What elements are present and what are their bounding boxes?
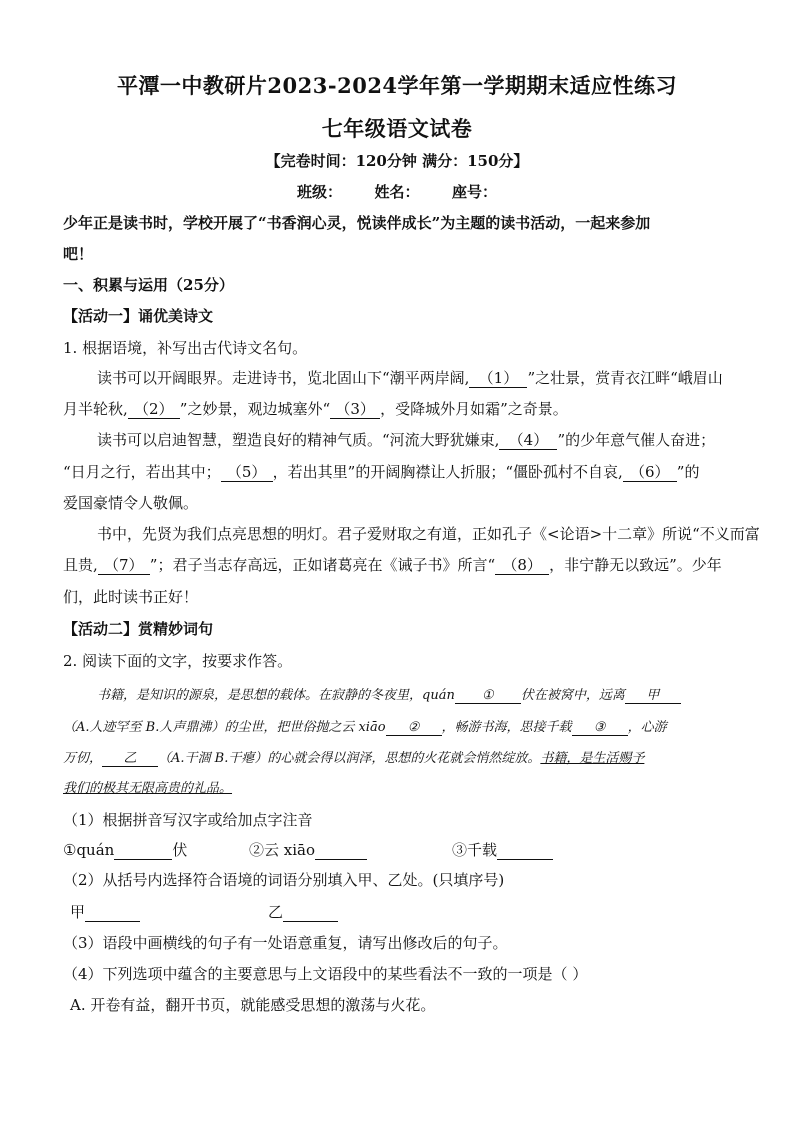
blank-4[interactable]: （4） bbox=[499, 433, 557, 450]
question-2: 2. 阅读下面的文字，按要求作答。 bbox=[63, 652, 293, 670]
passage-line-2: （A.人迹罕至 B.人声鼎沸）的尘世，把世俗抛之云 xiāo ② ，畅游书海，思接千载 ③ ，心游 bbox=[63, 720, 667, 735]
poem-para-2-line-1: 读书可以启迪智慧，塑造良好的精神气质。“河流大野犹嫌束, （4） ”的少年意气催人奋进； bbox=[97, 431, 716, 449]
fill-quan[interactable] bbox=[114, 843, 172, 860]
underlined-sentence-part-2: 我们的极其无限高贵的礼品。 bbox=[63, 781, 233, 796]
passage-blank-3[interactable]: ③ bbox=[572, 721, 628, 736]
passage-blank-1[interactable]: ① bbox=[455, 689, 521, 704]
fill-yi[interactable] bbox=[283, 905, 338, 922]
blank-2[interactable]: （2） bbox=[128, 402, 180, 419]
passage-blank-2[interactable]: ② bbox=[386, 721, 442, 736]
poem-para-1-line-2: 月半轮秋, （2） ”之妙景，观边城塞外“ （3） ，受降城外月如霜”之奇景。 bbox=[63, 400, 568, 418]
poem-para-2-line-2: “日月之行，若出其中； （5） ，若出其里”的开阔胸襟让人折服；“僵卧孤村不自哀, （6） ”的 bbox=[63, 463, 700, 481]
blank-6[interactable]: （6） bbox=[623, 465, 677, 482]
poem-para-1-line-1: 读书可以开阔眼界。走进诗书，览北固山下“潮平两岸阔, （1） ”之壮景，赏青衣江畔“峨眉山 bbox=[97, 369, 723, 387]
sub-question-2: （2）从括号内选择符合语境的词语分别填入甲、乙处。(只填序号) bbox=[63, 871, 505, 889]
poem-para-3-line-2: 且贵, （7） ”；君子当志存高远，正如诸葛亮在《诫子书》所言“ （8） ，非宁静无以致远”。少年 bbox=[63, 556, 722, 574]
fill-yi-row: 乙 bbox=[268, 901, 338, 922]
blank-1[interactable]: （1） bbox=[469, 371, 527, 388]
fill-xiao-row: ②云 xiāo bbox=[249, 839, 367, 860]
poem-para-2-line-3: 爱国豪情令人敬佩。 bbox=[63, 494, 199, 512]
passage-blank-yi[interactable]: 乙 bbox=[102, 752, 158, 767]
section-1-title: 一、积累与运用（25分） bbox=[63, 276, 234, 294]
blank-5[interactable]: （5） bbox=[221, 465, 273, 482]
fill-jia[interactable] bbox=[85, 905, 140, 922]
poem-para-3-line-1: 书中，先贤为我们点亮思想的明灯。君子爱财取之有道，正如孔子《<论语>十二章》所说“不义而富 bbox=[97, 525, 760, 543]
intro-line-2: 吧！ bbox=[63, 245, 94, 263]
exam-title: 平潭一中教研片2023-2024学年第一学期期末适应性练习 bbox=[116, 73, 678, 98]
exam-time-score: 【完卷时间：120分钟 满分：150分】 bbox=[265, 152, 529, 170]
blank-3[interactable]: （3） bbox=[330, 402, 380, 419]
passage-blank-jia[interactable]: 甲 bbox=[625, 689, 681, 704]
option-a[interactable]: A. 开卷有益，翻开书页，就能感受思想的激荡与火花。 bbox=[70, 996, 436, 1014]
poem-para-3-line-3: 们，此时读书正好！ bbox=[63, 588, 199, 606]
fill-qianzai[interactable] bbox=[497, 843, 553, 860]
sub-question-3: （3）语段中画横线的句子有一处语意重复，请写出修改后的句子。 bbox=[63, 934, 508, 952]
name-label: 姓名： bbox=[374, 183, 420, 201]
class-label: 班级： bbox=[297, 183, 343, 201]
sub-question-1: （1）根据拼音写汉字或给加点字注音 bbox=[63, 811, 313, 829]
fill-jia-row: 甲 bbox=[70, 901, 140, 922]
fill-qianzai-row: ③千载 bbox=[452, 839, 553, 860]
exam-subtitle: 七年级语文试卷 bbox=[321, 116, 473, 141]
student-info-row bbox=[0, 181, 794, 202]
activity-1-title: 【活动一】诵优美诗文 bbox=[63, 307, 214, 325]
sub-question-1-fill-row: ①quán 伏 bbox=[63, 841, 188, 859]
passage-line-3: 万仞， 乙 （A.干涸 B.干瘪）的心就会得以润泽，思想的火花就会悄然绽放。书籍，是生活赐予 bbox=[63, 751, 645, 766]
activity-2-title: 【活动二】赏精妙词句 bbox=[63, 620, 214, 638]
question-1: 1. 根据语境，补写出古代诗文名句。 bbox=[63, 339, 308, 357]
blank-7[interactable]: （7） bbox=[98, 558, 150, 575]
seat-label: 座号： bbox=[451, 183, 497, 201]
underlined-sentence-part-1: 书籍，是生活赐予 bbox=[540, 751, 645, 766]
blank-8[interactable]: （8） bbox=[495, 558, 549, 575]
intro-line-1: 少年正是读书时，学校开展了“书香润心灵，悦读伴成长”为主题的读书活动，一起来参加 bbox=[63, 214, 651, 232]
fill-xiao[interactable] bbox=[315, 843, 367, 860]
sub-question-4: （4）下列选项中蕴含的主要意思与上文语段中的某些看法不一致的一项是（ ） bbox=[63, 965, 588, 983]
passage-line-1: 书籍，是知识的源泉，是思想的载体。在寂静的冬夜里，quán ① 伏在被窝中，远离 甲 bbox=[97, 684, 681, 704]
